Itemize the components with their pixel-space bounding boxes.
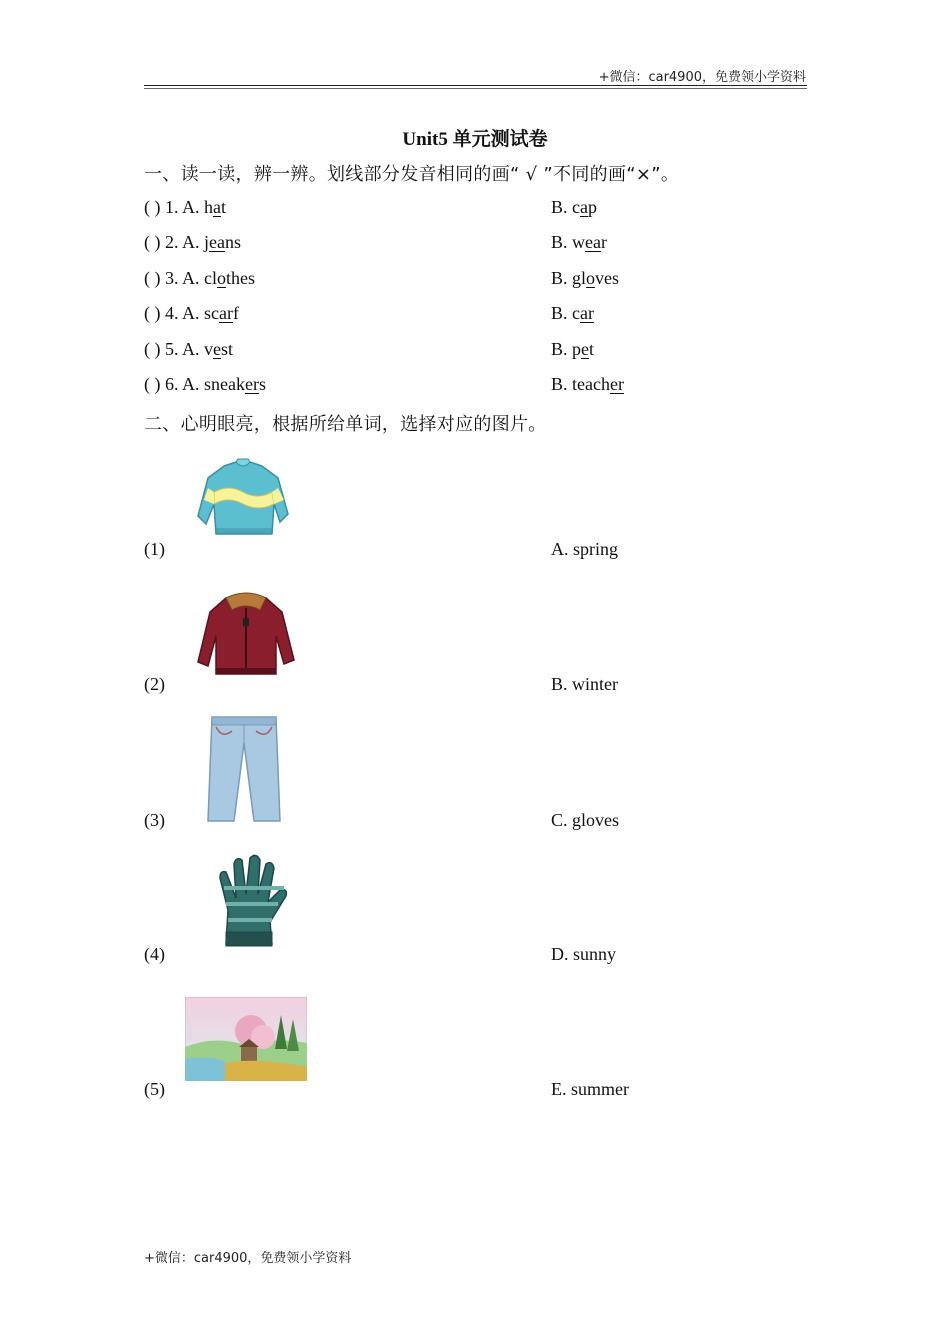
- option-label: A. spring: [551, 539, 618, 559]
- header-rule: [144, 85, 807, 86]
- picture-number: (1): [144, 539, 165, 559]
- picture-number: (3): [144, 810, 165, 830]
- picture-number: (4): [144, 944, 165, 964]
- jeans-icon: [204, 713, 284, 825]
- question-row-5: [144, 339, 807, 367]
- option-label: B. winter: [551, 674, 618, 694]
- question-right: B. cap: [551, 197, 598, 217]
- question-left: ( ) 2. A. jeans: [144, 232, 242, 252]
- question-right: B. gloves: [551, 268, 620, 288]
- question-row-1: [144, 197, 807, 225]
- question-row-2: [144, 232, 807, 260]
- question-row-6: [144, 374, 807, 402]
- question-left: ( ) 4. A. scarf: [144, 303, 239, 323]
- question-right: B. pet: [551, 339, 595, 359]
- header-rule-thin: [144, 88, 807, 89]
- option-label: E. summer: [551, 1079, 629, 1099]
- question-left: ( ) 5. A. vest: [144, 339, 234, 359]
- footer-text: +微信：car4900，免费领小学资料: [144, 1251, 352, 1266]
- question-right: B. car: [551, 303, 594, 323]
- question-row-3: [144, 268, 807, 296]
- question-right: B. teacher: [551, 374, 624, 394]
- picture-number: (5): [144, 1079, 165, 1099]
- option-label: D. sunny: [551, 944, 617, 964]
- question-left: ( ) 3. A. clothes: [144, 268, 255, 288]
- question-right: B. wear: [551, 232, 607, 252]
- question-row-4: [144, 303, 807, 331]
- page-title: Unit5 单元测试卷: [402, 129, 548, 150]
- question-left: ( ) 6. A. sneakers: [144, 374, 266, 394]
- spring-landscape-icon: [185, 997, 307, 1081]
- jacket-icon: [196, 590, 296, 680]
- section-1-heading: 一、读一读，辨一辨。划线部分发音相同的画“ √ ”不同的画“×”。: [144, 164, 680, 185]
- glove-icon: [214, 854, 292, 950]
- question-left: ( ) 1. A. hat: [144, 197, 227, 217]
- header-text: +微信：car4900，免费领小学资料: [598, 70, 806, 85]
- option-label: C. gloves: [551, 810, 620, 830]
- sweater-icon: [194, 456, 292, 540]
- section-2-heading: 二、心明眼亮，根据所给单词，选择对应的图片。: [144, 414, 547, 435]
- picture-number: (2): [144, 674, 165, 694]
